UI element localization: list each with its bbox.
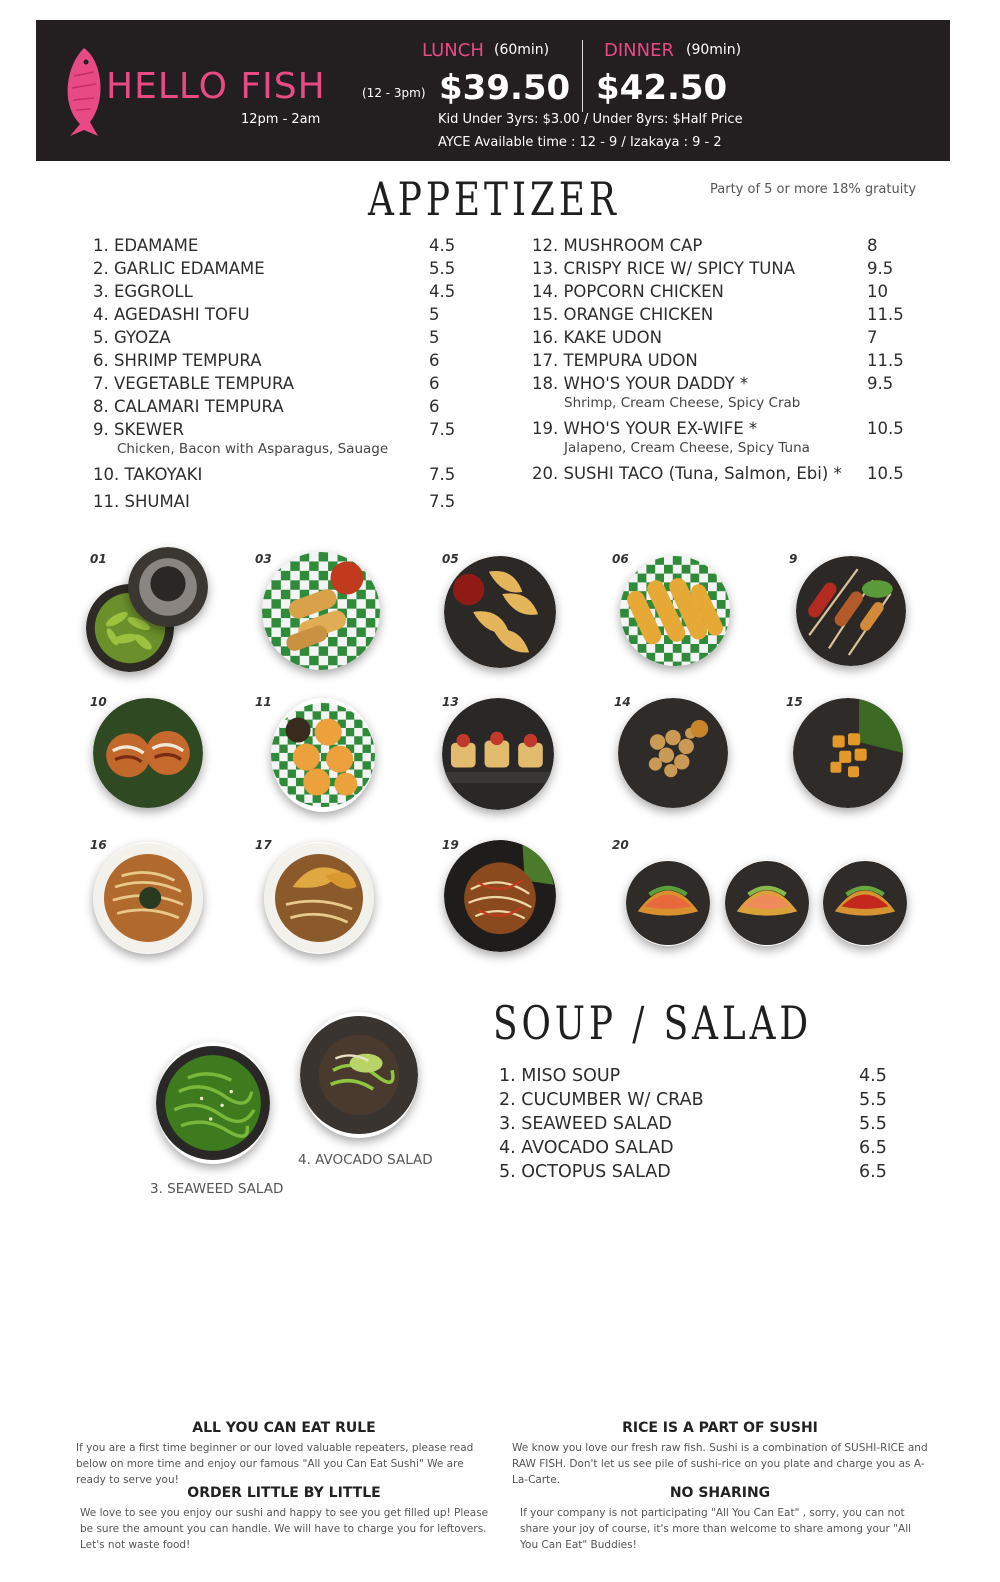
kake-udon-photo (93, 842, 203, 954)
item-name: 11. SHUMAI (93, 492, 190, 511)
edamame-bowl-photo (128, 547, 208, 627)
lunch-price: $39.50 (439, 68, 571, 108)
item-price: 4.5 (429, 282, 456, 301)
item-price: 4.5 (859, 1066, 887, 1086)
item-name: 8. CALAMARI TEMPURA (93, 397, 284, 416)
menu-item (93, 328, 473, 351)
skewer-photo (796, 556, 906, 666)
menu-item (93, 492, 473, 515)
item-name: 4. AVOCADO SALAD (499, 1138, 674, 1158)
price-divider (582, 40, 583, 112)
menu-item (93, 236, 473, 259)
item-name: 16. KAKE UDON (532, 328, 662, 347)
item-price: 5 (429, 328, 440, 347)
seaweed-salad-caption: 3. SEAWEED SALAD (150, 1181, 284, 1197)
item-name: 19. WHO'S YOUR EX-WIFE * (532, 419, 758, 438)
photo-number: 10 (90, 695, 107, 709)
fish-icon (58, 46, 110, 138)
rule-text-order: We love to see you enjoy our sushi and happy to see you get filled up! Please be sure the amount you can handle. We will have to charge you for leftovers. Let's not waste food! (80, 1507, 489, 1551)
menu-item (499, 1162, 899, 1186)
item-name: 20. SUSHI TACO (Tuna, Salmon, Ebi) * (532, 464, 842, 483)
photo-number: 16 (90, 838, 107, 852)
item-price: 5 (429, 305, 440, 324)
item-name: 18. WHO'S YOUR DADDY * (532, 374, 749, 393)
seaweed-salad-photo (156, 1042, 270, 1164)
item-name: 12. MUSHROOM CAP (532, 236, 703, 255)
item-price: 7.5 (429, 492, 456, 511)
item-price: 6 (429, 351, 440, 370)
menu-item (499, 1090, 899, 1114)
soup-salad-title: SOUP / SALAD (493, 996, 813, 1050)
eggroll-photo (262, 552, 380, 670)
photo-number: 9 (789, 552, 798, 566)
lunch-duration: (60min) (494, 42, 550, 58)
item-price: 9.5 (867, 259, 894, 278)
photo-number: 14 (614, 695, 631, 709)
item-description: Shrimp, Cream Cheese, Spicy Crab (564, 395, 801, 411)
item-price: 7.5 (429, 420, 456, 439)
item-price: 11.5 (867, 351, 904, 370)
menu-item (532, 419, 912, 464)
menu-item (499, 1114, 899, 1138)
item-price: 6 (429, 374, 440, 393)
photo-number: 15 (786, 695, 803, 709)
appetizer-list-left (93, 236, 473, 515)
orange-chicken-photo (793, 698, 903, 808)
item-price: 6 (429, 397, 440, 416)
item-name: 4. AGEDASHI TOFU (93, 305, 250, 324)
rule-text-ayce: If you are a first time beginner or our loved valuable repeaters, please read below on more time and enjoy our famous "All you Can Eat Sushi" We are ready to serve you! (76, 1442, 474, 1486)
item-price: 10 (867, 282, 888, 301)
opening-hours: 12pm - 2am (241, 112, 321, 127)
item-price: 5.5 (859, 1114, 887, 1134)
takoyaki-photo (93, 698, 203, 808)
rule-title-sharing: NO SHARING (669, 1485, 771, 1501)
photo-number: 19 (442, 838, 459, 852)
item-price: 8 (867, 236, 878, 255)
item-price: 10.5 (867, 464, 904, 483)
shumai-photo (271, 698, 375, 812)
item-name: 9. SKEWER (93, 420, 184, 439)
crispy-rice-photo (442, 698, 554, 810)
rule-title-ayce: ALL YOU CAN EAT RULE (192, 1420, 376, 1436)
menu-item (93, 465, 473, 492)
menu-item (532, 374, 912, 419)
menu-item (532, 464, 912, 487)
item-price: 5.5 (429, 259, 456, 278)
item-name: 15. ORANGE CHICKEN (532, 305, 714, 324)
menu-item (532, 236, 912, 259)
appetizer-title: APPETIZER (368, 172, 620, 226)
menu-item (93, 420, 473, 465)
menu-item (93, 282, 473, 305)
menu-item (499, 1066, 899, 1090)
rule-text-rice: We know you love our fresh raw fish. Sushi is a combination of SUSHI-RICE and RAW FISH. Don't let us see pile of sushi-rice on you plate and charge you as A-La-Carte. (512, 1442, 928, 1486)
menu-item (93, 305, 473, 328)
popcorn-chicken-photo (618, 698, 728, 808)
lunch-label: LUNCH (422, 40, 484, 61)
rule-text-sharing: If your company is not participating "All You Can Eat" , sorry, you can not share your joy of course, it's more than welcome to share among your "All You Can Eat" Buddies! (520, 1507, 912, 1551)
item-price: 7.5 (429, 465, 456, 484)
item-name: 3. SEAWEED SALAD (499, 1114, 672, 1134)
dinner-label: DINNER (604, 40, 674, 61)
dinner-price: $42.50 (596, 68, 728, 108)
item-price: 9.5 (867, 374, 894, 393)
item-name: 3. EGGROLL (93, 282, 193, 301)
sushi-taco-photo-3 (823, 860, 907, 946)
menu-item (93, 259, 473, 282)
menu-item (532, 305, 912, 328)
sushi-taco-photo-2 (725, 860, 809, 946)
item-price: 5.5 (859, 1090, 887, 1110)
item-price: 6.5 (859, 1138, 887, 1158)
item-name: 7. VEGETABLE TEMPURA (93, 374, 295, 393)
item-price: 11.5 (867, 305, 904, 324)
shrimp-tempura-photo (620, 556, 730, 666)
item-name: 1. EDAMAME (93, 236, 199, 255)
item-name: 1. MISO SOUP (499, 1066, 621, 1086)
photo-number: 05 (442, 552, 459, 566)
header-banner (36, 20, 950, 161)
item-name: 5. OCTOPUS SALAD (499, 1162, 671, 1182)
item-name: 14. POPCORN CHICKEN (532, 282, 724, 301)
photo-number: 13 (442, 695, 459, 709)
photo-number: 06 (612, 552, 629, 566)
item-price: 6.5 (859, 1162, 887, 1182)
menu-item (532, 328, 912, 351)
item-price: 7 (867, 328, 878, 347)
ex-wife-roll-photo (444, 840, 556, 952)
menu-item (532, 351, 912, 374)
item-name: 5. GYOZA (93, 328, 171, 347)
menu-item (532, 282, 912, 305)
dinner-duration: (90min) (686, 42, 742, 58)
tempura-udon-photo (264, 842, 374, 954)
item-price: 4.5 (429, 236, 456, 255)
rule-title-rice: RICE IS A PART OF SUSHI (622, 1420, 818, 1436)
menu-item (93, 397, 473, 420)
photo-number: 01 (90, 552, 107, 566)
gratuity-note: Party of 5 or more 18% gratuity (710, 182, 917, 197)
photo-number: 03 (255, 552, 272, 566)
item-name: 17. TEMPURA UDON (532, 351, 698, 370)
item-name: 13. CRISPY RICE W/ SPICY TUNA (532, 259, 795, 278)
item-name: 10. TAKOYAKI (93, 465, 203, 484)
menu-item (532, 259, 912, 282)
menu-item (499, 1138, 899, 1162)
gyoza-photo (444, 556, 556, 668)
rule-title-order: ORDER LITTLE BY LITTLE (187, 1485, 381, 1501)
item-description: Chicken, Bacon with Asparagus, Sauage (117, 441, 389, 457)
kid-pricing-note: Kid Under 3yrs: $3.00 / Under 8yrs: $Half Price (438, 112, 743, 127)
photo-number: 20 (612, 838, 629, 852)
ayce-time-note: AYCE Available time : 12 - 9 / Izakaya : 9 - 2 (438, 135, 722, 150)
appetizer-list-right (532, 236, 912, 487)
avocado-salad-photo (300, 1012, 418, 1138)
item-description: Jalapeno, Cream Cheese, Spicy Tuna (564, 440, 810, 456)
lunch-time: (12 - 3pm) (362, 86, 426, 100)
menu-item (93, 374, 473, 397)
item-name: 6. SHRIMP TEMPURA (93, 351, 262, 370)
item-name: 2. CUCUMBER W/ CRAB (499, 1090, 704, 1110)
avocado-salad-caption: 4. AVOCADO SALAD (298, 1152, 433, 1168)
soup-salad-list (499, 1066, 899, 1186)
sushi-taco-photo-1 (626, 860, 710, 946)
item-name: 2. GARLIC EDAMAME (93, 259, 265, 278)
photo-number: 17 (255, 838, 272, 852)
photo-number: 11 (255, 695, 272, 709)
menu-item (93, 351, 473, 374)
brand-name: HELLO FISH (106, 66, 326, 107)
item-price: 10.5 (867, 419, 904, 438)
